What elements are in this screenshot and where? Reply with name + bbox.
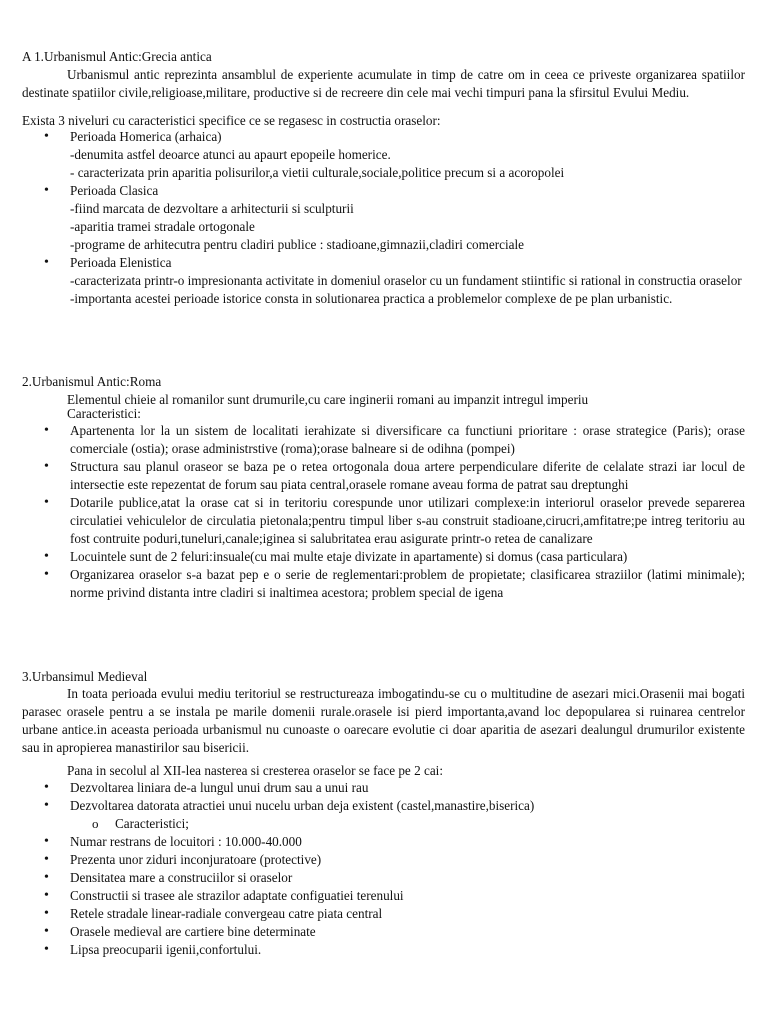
list-line: -caracterizata printr-o impresionanta activitate in domeniul oraselor cu un fundament stiintific si rational in constructia oraselor — [70, 273, 742, 288]
list-item — [0, 128, 768, 182]
list-line: -fiind marcata de dezvoltare a arhitecturii si sculpturii — [70, 201, 354, 216]
bullet-list — [0, 422, 768, 602]
list-item: • Dotarile publice,atat la orase cat si in teritoriu corespunde unor utilizari complexe:in interiorul oraselor prevede separerea circulatiei vehiculelor de circulatia pietonala;pentru timpul liber s-au construit stadioane,cirucri,amfitatre;pe intreg teritoriu au fost contruite poduri,tuneluri,canale;iginea si salubritatea erau asigurate printr-o retea de canalizare — [0, 494, 768, 548]
list-item: • Lipsa preocuparii igenii,confortului. — [0, 941, 768, 959]
list-item: • Locuintele sunt de 2 feluri:insuale(cu mai multe etaje divizate in apartamente) si domus (casa particulara) — [0, 548, 768, 566]
list-item — [0, 182, 768, 254]
paragraph: Urbanismul antic reprezinta ansamblul de experiente acumulate in timp de catre om in ceea ce priveste organizarea spatiilor destinate spatiilor civile,religioase,militare, productive si de recreere din cele mai vechi timpuri pana la sfirsitul Evului Mediu. — [22, 67, 745, 100]
list-item: • Apartenenta lor la un sistem de localitati ierahizate si diversificare ca functiuni prioritare : orase strategice (Paris); orase comerciale (ostia); orase administrstive (roma);orase balneare si de odihna (pompei) — [0, 422, 768, 458]
list-item: • Constructii si trasee ale strazilor adaptate configuatiei terenului — [0, 887, 768, 905]
paragraph: Exista 3 niveluri cu caracteristici specifice ce se regasesc in costructia oraselor: — [22, 113, 441, 128]
bullet-list — [0, 779, 768, 959]
paragraph: Elementul chieie al romanilor sunt drumurile,cu care inginerii romani au impanzit intregul imperiu — [67, 392, 589, 407]
list-item: • Numar restrans de locuitori : 10.000-40.000 — [0, 833, 768, 851]
list-line: -denumita astfel deoarce atunci au apaurt epopeile homerice. — [70, 147, 391, 162]
list-item: • Dezvoltarea liniara de-a lungul unui drum sau a unui rau — [0, 779, 768, 797]
list-line: - caracterizata prin aparitia polisurilor,a vietii culturale,sociale,politice precum si a acoropolei — [70, 165, 565, 180]
paragraph: In toata perioada evului mediu teritoriul se restructureaza imbogatindu-se cu o multitudine de asezari mici.Orasenii mai bogati parasec orasele pentru a se instala pe marile domenii rurale.orasele isi pierd importanta,avand loc depopularea si ruinarea centrelor urbane antice.in aceasta perioada urbanismul nu cunoaste o oarecare evolutie ci doar aparitia de asezari dealungul drumurilor existente sau in apropierea manastirilor sau bisericii. — [22, 686, 745, 755]
list-item: • Organizarea oraselor s-a bazat pep e o serie de reglementari:problem de propietate; clasificarea straziilor (latimi minimale); norme privind distanta intre cladiri si inaltimea acestora; problem special de igena — [0, 566, 768, 602]
list-item: • Dezvoltarea datorata atractiei unui nucelu urban deja existent (castel,manastire,biserica) — [0, 797, 768, 815]
paragraph: Pana in secolul al XII-lea nasterea si cresterea oraselor se face pe 2 cai: — [67, 763, 444, 778]
period-name: • Perioada Clasica — [70, 183, 159, 198]
list-item: • Orasele medieval are cartiere bine determinate — [0, 923, 768, 941]
section-title: 2.Urbanismul Antic:Roma — [22, 374, 162, 389]
section-title: 3.Urbansimul Medieval — [22, 669, 148, 684]
list-item — [0, 254, 768, 308]
section-title: A 1.Urbanismul Antic:Grecia antica — [22, 49, 212, 64]
list-line: -programe de arhitecutra pentru cladiri publice : stadioane,gimnazii,cladiri comerciale — [70, 237, 525, 252]
bullet-list — [0, 128, 768, 308]
list-item: • Structura sau planul oraseor se baza pe o retea ortogonala doua artere perpendiculare diferite de celalate strazi iar locul de intersectie este repezentat de forum sau piata central,orasele romane aveau forma de patrat sau dreptunghi — [0, 458, 768, 494]
list-item: • Retele stradale linear-radiale convergeau catre piata central — [0, 905, 768, 923]
period-name: • Perioada Elenistica — [70, 255, 172, 270]
list-line: -aparitia tramei stradale ortogonale — [70, 219, 255, 234]
list-item: • Densitatea mare a construciilor si oraselor — [0, 869, 768, 887]
list-item: • Prezenta unor ziduri inconjuratoare (protective) — [0, 851, 768, 869]
list-line: -importanta acestei perioade istorice consta in solutionarea practica a problemelor complexe de pe plan urbanistic. — [70, 291, 673, 306]
list-item: o Caracteristici; — [0, 815, 768, 833]
subtitle: Caracteristici: — [67, 406, 141, 421]
period-name: • Perioada Homerica (arhaica) — [70, 129, 222, 144]
